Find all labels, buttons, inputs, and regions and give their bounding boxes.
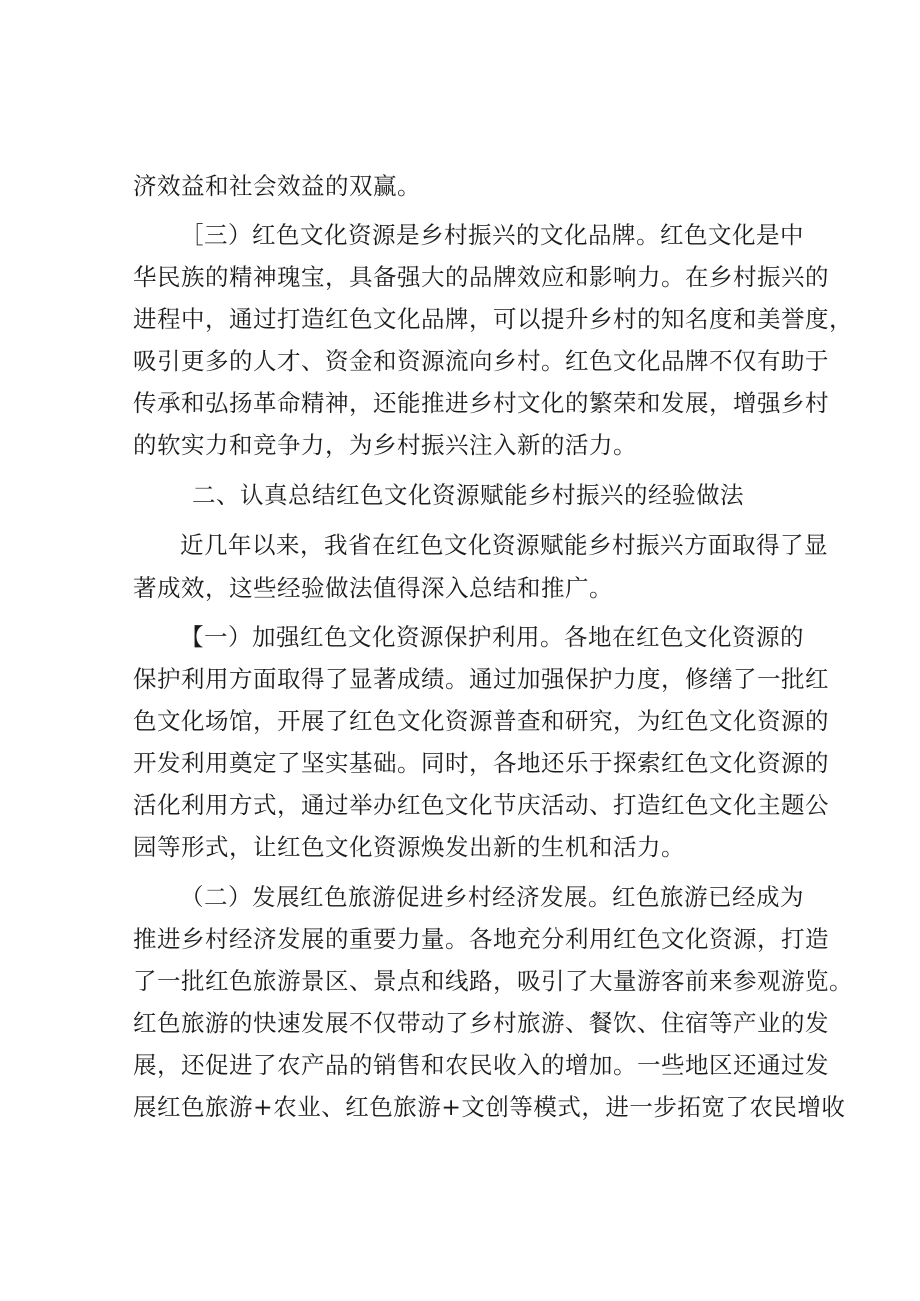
paragraph-line: 了一批红色旅游景区、景点和线路，吸引了大量游客前来参观游览。 — [133, 967, 853, 995]
section-heading-line: ［三）红色文化资源是乡村振兴的文化品牌。红色文化是中 — [180, 221, 804, 249]
paragraph-line: 保护利用方面取得了显著成绩。通过加强保护力度，修缮了一批红 — [133, 665, 829, 693]
paragraph-line: 园等形式，让红色文化资源焕发出新的生机和活力。 — [133, 833, 685, 861]
paragraph-line: 的软实力和竞争力，为乡村振兴注入新的活力。 — [133, 431, 637, 459]
paragraph-line: 著成效，这些经验做法值得深入总结和推广。 — [133, 574, 613, 602]
paragraph-line: 进程中，通过打造红色文化品牌，可以提升乡村的知名度和美誉度， — [133, 305, 853, 333]
section-heading-line: 【一）加强红色文化资源保护利用。各地在红色文化资源的 — [180, 623, 804, 651]
chapter-heading: 二、认真总结红色文化资源赋能乡村振兴的经验做法 — [192, 481, 744, 509]
paragraph-line: 推进乡村经济发展的重要力量。各地充分利用红色文化资源，打造 — [133, 925, 829, 953]
paragraph-line: 近几年以来，我省在红色文化资源赋能乡村振兴方面取得了显 — [180, 531, 828, 559]
paragraph-line: 吸引更多的人才、资金和资源流向乡村。红色文化品牌不仅有助于 — [133, 347, 829, 375]
paragraph-line: 活化利用方式，通过举办红色文化节庆活动、打造红色文化主题公 — [133, 791, 829, 819]
paragraph-line: 传承和弘扬革命精神，还能推进乡村文化的繁荣和发展，增强乡村 — [133, 389, 829, 417]
paragraph-line: 华民族的精神瑰宝，具备强大的品牌效应和影响力。在乡村振兴的 — [133, 263, 829, 291]
section-heading-line: （二）发展红色旅游促进乡村经济发展。红色旅游已经成为 — [180, 883, 804, 911]
paragraph-line: 展红色旅游+农业、红色旅游+文创等模式，进一步拓宽了农民增收 — [133, 1093, 846, 1121]
paragraph-line: 红色旅游的快速发展不仅带动了乡村旅游、餐饮、住宿等产业的发 — [133, 1009, 829, 1037]
paragraph-line: 展，还促进了农产品的销售和农民收入的增加。一些地区还通过发 — [133, 1051, 829, 1079]
paragraph-line: 济效益和社会效益的双赢。 — [133, 172, 421, 200]
paragraph-line: 开发利用奠定了坚实基础。同时，各地还乐于探索红色文化资源的 — [133, 749, 829, 777]
paragraph-line: 色文化场馆，开展了红色文化资源普查和研究，为红色文化资源的 — [133, 707, 829, 735]
